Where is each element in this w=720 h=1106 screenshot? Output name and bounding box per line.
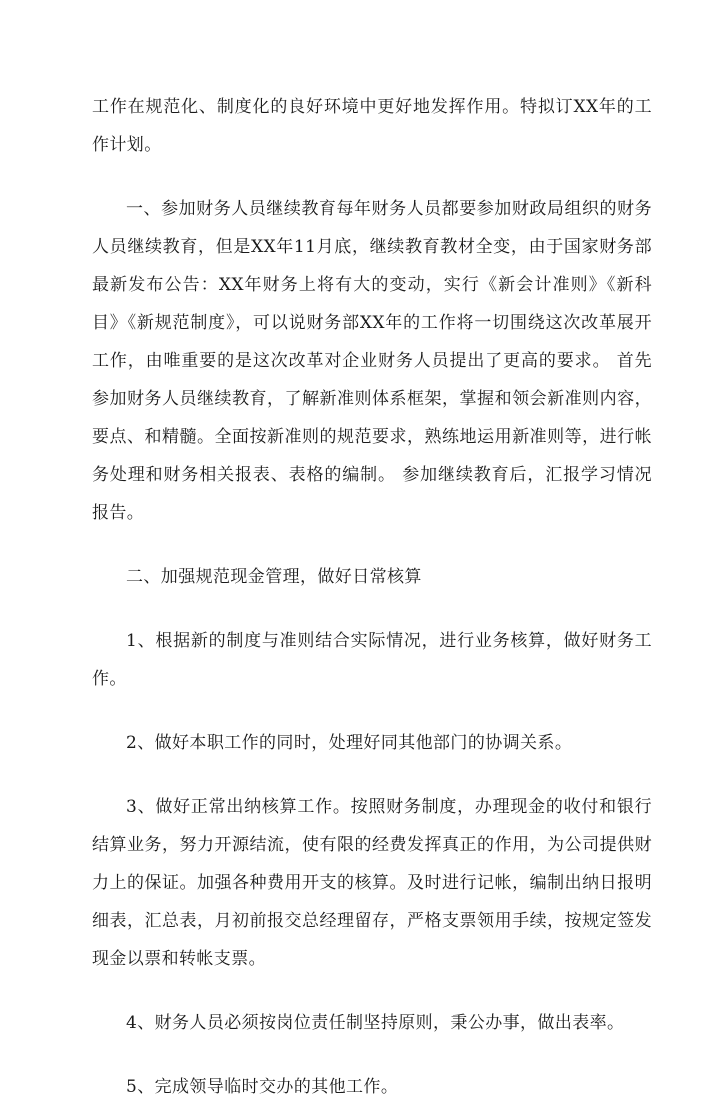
document-body [92,88,652,1106]
list-item-5: 5、完成领导临时交办的其他工作。 [126,1077,399,1097]
heading-section-2: 二、加强规范现金管理，做好日常核算 [126,567,422,587]
list-item-1: 1、根据新的制度与准则结合实际情况，进行业务核算，做好财务工作。 [92,631,652,689]
paragraph-intro-continuation: 工作在规范化、制度化的良好环境中更好地发挥作用。特拟订XX年的工作计划。 [92,97,652,155]
list-item-2: 2、做好本职工作的同时，处理好同其他部门的协调关系。 [126,733,573,753]
list-item-4: 4、财务人员必须按岗位责任制坚持原则，秉公办事，做出表率。 [126,1013,625,1033]
paragraph-section-1: 一、参加财务人员继续教育每年财务人员都要参加财政局组织的财务人员继续教育，但是XX年11月底，继续教育教材全变，由于国家财务部最新发布公告：XX年财务上将有大的变动，实行《新会计准则》《新科目》《新规范制度》，可以说财务部XX年的工作将一切围绕这次改革展开工作，由唯重要的是这次改革对企业财务人员提出了更高的要求。 首先参加财务人员继续教育，了解新准则体系框架，掌握和领会新准则内容，要点、和精髓。全面按新准则的规范要求，熟练地运用新准则等，进行帐务处理和财务相关报表、表格的编制。 参加继续教育后，汇报学习情况报告。 [92,199,652,523]
list-item-3: 3、做好正常出纳核算工作。按照财务制度，办理现金的收付和银行结算业务，努力开源结流，使有限的经费发挥真正的作用，为公司提供财力上的保证。加强各种费用开支的核算。及时进行记帐，编制出纳日报明细表，汇总表，月初前报交总经理留存，严格支票领用手续，按规定签发现金以票和转帐支票。 [92,797,652,969]
